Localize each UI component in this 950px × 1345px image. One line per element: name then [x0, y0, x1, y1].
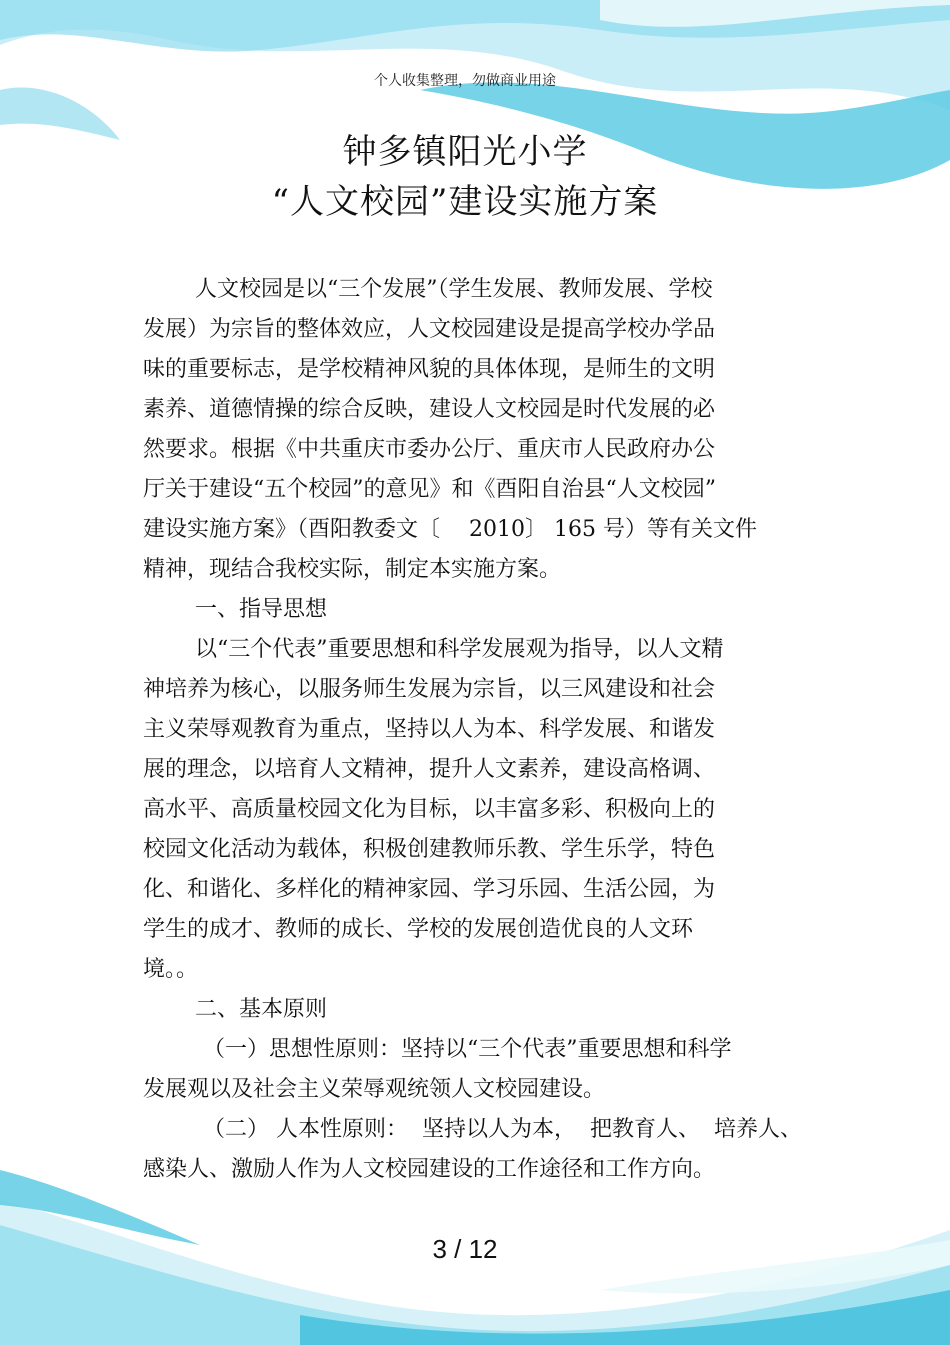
paragraph-line: 味的重要标志，是学校精神风貌的具体体现，是师生的文明 — [143, 357, 716, 382]
page-number: 3 / 12 — [432, 1234, 498, 1264]
paragraph-line: 人文校园是以“三个发展”（学生发展、教师发展、学校 — [195, 277, 713, 302]
document-body — [143, 270, 823, 1190]
document-title-line2: “人文校园”建设实施方案 — [271, 182, 659, 222]
paragraph-line: 厅关于建设“五个校园”的意见》和《酉阳自治县“人文校园” — [143, 477, 716, 502]
paragraph-line: 主义荣辱观教育为重点，坚持以人为本、科学发展、和谐发 — [143, 717, 716, 742]
paragraph-line: 以“三个代表”重要思想和科学发展观为指导，以人文精 — [195, 637, 724, 662]
paragraph-line: 高水平、高质量校园文化为目标，以丰富多彩、积极向上的 — [143, 797, 716, 822]
paragraph-line: （二） 人本性原则： 坚持以人为本， 把教育人、 培养人、 — [203, 1117, 802, 1142]
paragraph-line: 然要求。根据《中共重庆市委办公厅、重庆市人民政府办公 — [143, 437, 716, 462]
watermark-text: 个人收集整理，勿做商业用途 — [374, 73, 556, 89]
section-heading: 一、指导思想 — [195, 597, 328, 622]
paragraph-line: 神培养为核心，以服务师生发展为宗旨，以三风建设和社会 — [143, 677, 716, 702]
paragraph-line: 发展观以及社会主义荣辱观统领人文校园建设。 — [143, 1077, 606, 1102]
paragraph-line: 精神，现结合我校实际，制定本实施方案。 — [143, 557, 562, 582]
paragraph-line: 境。。 — [143, 957, 199, 982]
document-title-line1: 钟多镇阳光小学 — [342, 132, 588, 172]
paragraph-line: 素养、道德情操的综合反映，建设人文校园是时代发展的必 — [143, 397, 716, 422]
paragraph-line: 学生的成才、教师的成长、学校的发展创造优良的人文环 — [143, 917, 694, 942]
paragraph-line: 化、和谐化、多样化的精神家园、学习乐园、生活公园，为 — [143, 877, 716, 902]
paragraph-line: 发展）为宗旨的整体效应，人文校园建设是提高学校办学品 — [143, 317, 716, 342]
paragraph-line: 校园文化活动为载体，积极创建教师乐教、学生乐学，特色 — [143, 837, 716, 862]
paragraph-line: 建设实施方案》（酉阳教委文〔 2010〕 165 号）等有关文件 — [143, 517, 757, 542]
paragraph-line: （一）思想性原则：坚持以“三个代表”重要思想和科学 — [203, 1037, 732, 1062]
paragraph-line: 感染人、激励人作为人文校园建设的工作途径和工作方向。 — [143, 1157, 716, 1182]
section-heading: 二、基本原则 — [195, 997, 328, 1022]
paragraph-line: 展的理念，以培育人文精神，提升人文素养，建设高格调、 — [143, 757, 716, 782]
